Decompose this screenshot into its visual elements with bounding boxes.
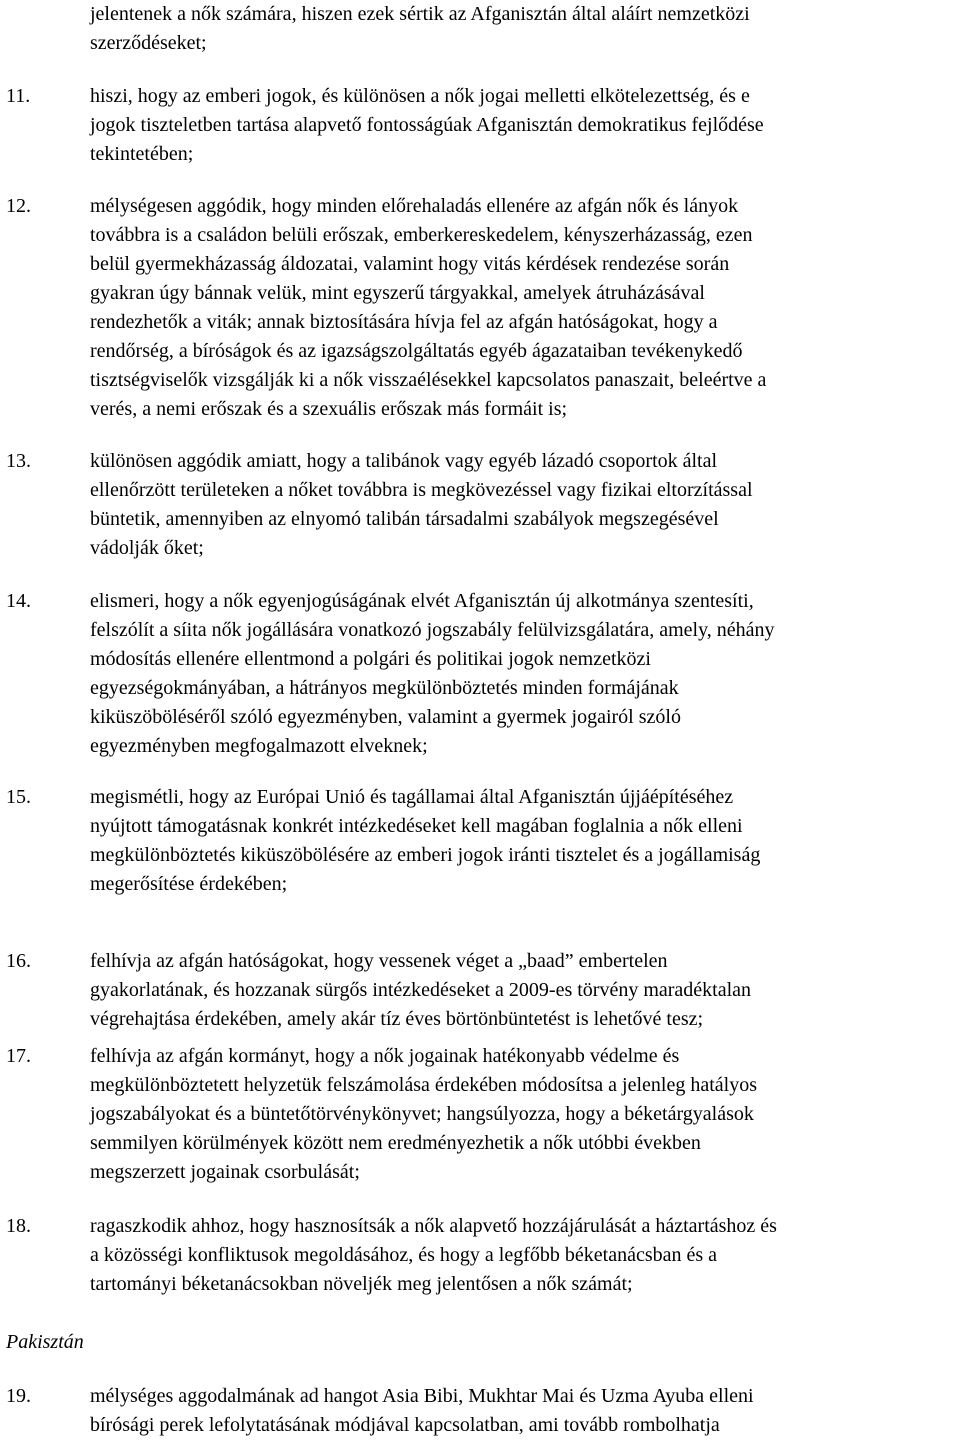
text-line: gyakorlatának, és hozzanak sürgős intézkedéseket a 2009-es törvény maradéktalan <box>90 979 752 1001</box>
text-line: verés, a nemi erőszak és a szexuális erőszak más formáit is; <box>90 398 568 420</box>
paragraph-text <box>90 587 960 761</box>
text-line: felhívja az afgán kormányt, hogy a nők jogainak hatékonyabb védelme és <box>90 1045 680 1067</box>
text-line: gyakran úgy bánnak velük, mint egyszerű tárgyakkal, amelyek átruházásával <box>90 282 705 304</box>
text-line: egyezségokmányában, a hátrányos megkülönböztetés minden formájának <box>90 677 679 699</box>
text-line: rendezhetők a viták; annak biztosítására hívja fel az afgán hatóságokat, hogy a <box>90 311 718 333</box>
text-line: ellenőrzött területeken a nőket továbbra is megkövezéssel vagy fizikai eltorzítással <box>90 479 753 501</box>
text-line: tisztségviselők vizsgálják ki a nők visszaélésekkel kapcsolatos panaszait, beleértve a <box>90 369 767 391</box>
text-line: nyújtott támogatásnak konkrét intézkedéseket kell magában foglalnia a nők elleni <box>90 815 743 837</box>
paragraph-number: 13. <box>6 450 31 472</box>
text-line: végrehajtása érdekében, amely akár tíz éves börtönbüntetést is lehetővé tesz; <box>90 1008 704 1030</box>
paragraph-number: 19. <box>6 1385 31 1407</box>
text-line: megkülönböztetés kiküszöbölésére az emberi jogok iránti tisztelet és a jogállamiság <box>90 844 761 866</box>
text-line: jelentenek a nők számára, hiszen ezek sértik az Afganisztán által aláírt nemzetközi <box>90 3 750 25</box>
paragraph-text <box>90 1042 960 1187</box>
paragraph-text <box>90 783 960 899</box>
text-line: megerősítése érdekében; <box>90 873 288 895</box>
paragraph-number: 11. <box>6 85 31 107</box>
paragraph-text <box>90 82 960 169</box>
paragraph-number: 14. <box>6 590 31 612</box>
text-line: rendőrség, a bíróságok és az igazságszolgáltatás egyéb ágazataiban tevékenykedő <box>90 340 743 362</box>
paragraph-number: 15. <box>6 786 31 808</box>
text-line: büntetik, amennyiben az elnyomó talibán társadalmi szabályok megszegésével <box>90 508 719 530</box>
text-line: mélységes aggodalmának ad hangot Asia Bibi, Mukhtar Mai és Uzma Ayuba elleni <box>90 1385 754 1407</box>
text-line: elismeri, hogy a nők egyenjogúságának elvét Afganisztán új alkotmánya szentesíti, <box>90 590 754 612</box>
text-line: tartományi béketanácsokban növeljék meg jelentősen a nők számát; <box>90 1273 633 1295</box>
paragraph-text <box>90 0 960 58</box>
text-line: kiküszöböléséről szóló egyezményben, valamint a gyermek jogairól szóló <box>90 706 681 728</box>
text-line: felhívja az afgán hatóságokat, hogy vessenek véget a „baad” embertelen <box>90 950 668 972</box>
text-line: felszólít a síita nők jogállására vonatkozó jogszabály felülvizsgálatára, amely, néhány <box>90 619 775 641</box>
text-line: mélységesen aggódik, hogy minden előrehaladás ellenére az afgán nők és lányok <box>90 195 739 217</box>
paragraph-number: 18. <box>6 1215 31 1237</box>
section-heading: Pakisztán <box>6 1331 84 1353</box>
text-line: megismétli, hogy az Európai Unió és tagállamai által Afganisztán újjáépítéséhez <box>90 786 734 808</box>
text-line: különösen aggódik amiatt, hogy a talibánok vagy egyéb lázadó csoportok által <box>90 450 718 472</box>
text-line: a közösségi konfliktusok megoldásához, és hogy a legfőbb béketanácsban és a <box>90 1244 718 1266</box>
text-line: semmilyen körülmények között nem eredményezhetik a nők utóbbi években <box>90 1132 701 1154</box>
text-line: bírósági perek lefolytatásának módjával kapcsolatban, ami tovább rombolhatja <box>90 1414 720 1436</box>
text-line: belül gyermekházasság áldozatai, valamint hogy vitás kérdések rendezése során <box>90 253 730 275</box>
text-line: módosítás ellenére ellentmond a polgári és politikai jogok nemzetközi <box>90 648 651 670</box>
paragraph-text <box>90 447 960 563</box>
paragraph-text <box>90 192 960 424</box>
paragraph-number: 12. <box>6 195 31 217</box>
text-line: vádolják őket; <box>90 537 204 559</box>
text-line: tekintetében; <box>90 143 194 165</box>
text-line: egyezményben megfogalmazott elveknek; <box>90 735 428 757</box>
text-line: megkülönböztetett helyzetük felszámolása érdekében módosítsa a jelenleg hatályos <box>90 1074 757 1096</box>
paragraph-number: 16. <box>6 950 31 972</box>
paragraph-text <box>90 947 960 1034</box>
text-line: hiszi, hogy az emberi jogok, és különösen a nők jogai melletti elkötelezettség, és e <box>90 85 750 107</box>
text-line: ragaszkodik ahhoz, hogy hasznosítsák a nők alapvető hozzájárulását a háztartáshoz és <box>90 1215 777 1237</box>
text-line: jogszabályokat és a büntetőtörvénykönyvet; hangsúlyozza, hogy a béketárgyalások <box>90 1103 754 1125</box>
text-line: továbbra is a családon belüli erőszak, emberkereskedelem, kényszerházasság, ezen <box>90 224 753 246</box>
paragraph-text <box>90 1212 960 1299</box>
text-line: szerződéseket; <box>90 32 207 54</box>
paragraph-number: 17. <box>6 1045 31 1067</box>
paragraph-text <box>90 1382 960 1440</box>
text-line: megszerzett jogainak csorbulását; <box>90 1161 360 1183</box>
text-line: jogok tiszteletben tartása alapvető fontosságúak Afganisztán demokratikus fejlődése <box>90 114 764 136</box>
